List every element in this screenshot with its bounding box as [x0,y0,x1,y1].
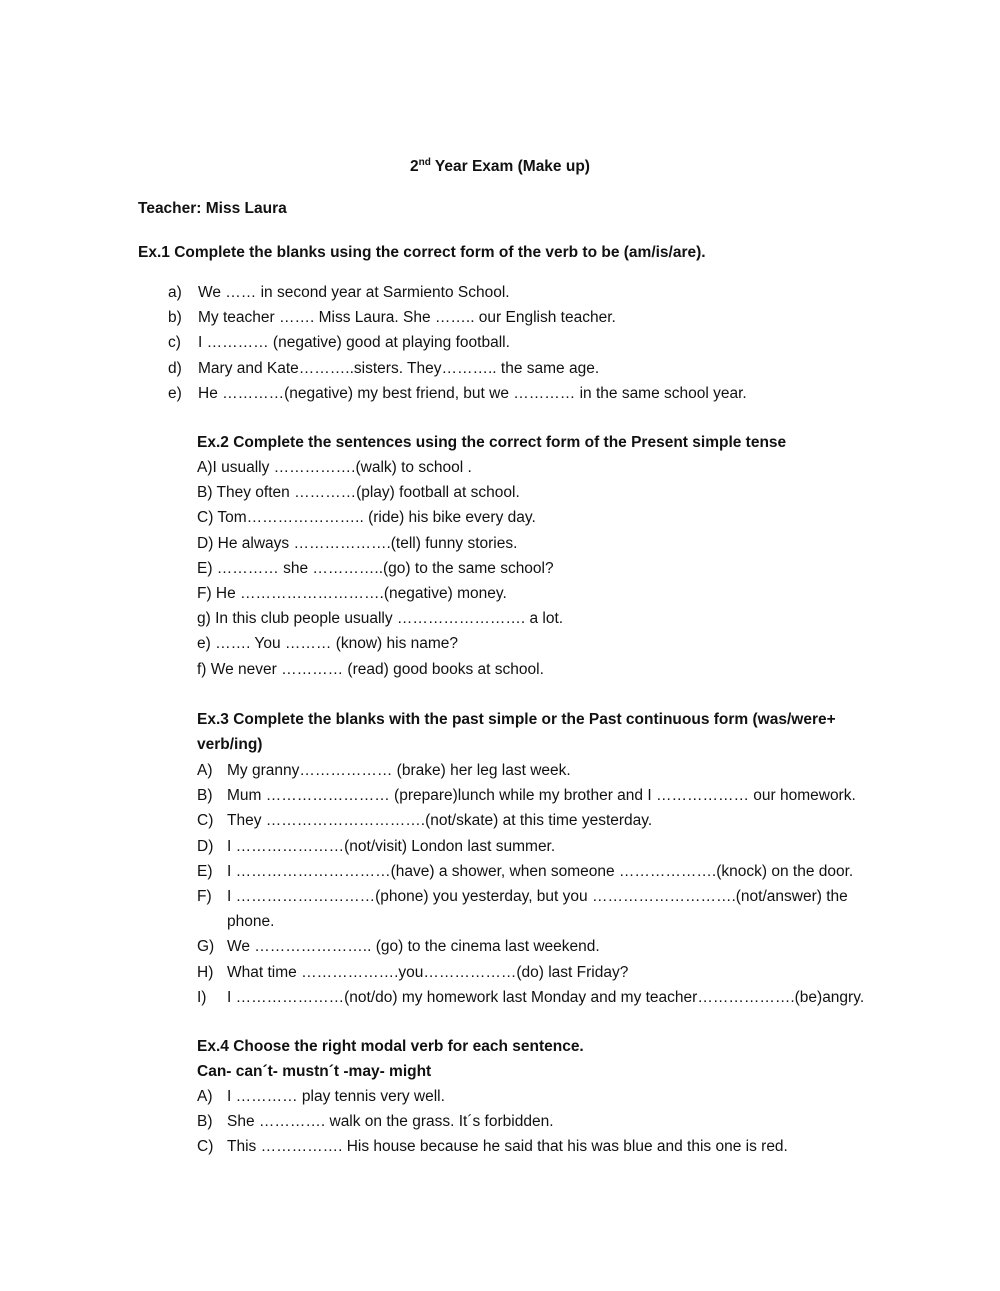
list-item: e) ……. You ……… (know) his name? [197,635,459,653]
ex4-title: Ex.4 Choose the right modal verb for each sentence. [197,1038,584,1055]
list-item: H) What time ……………….you………………(do) last Friday? [197,963,629,981]
ex4-heading [197,1034,877,1084]
teacher-line: Teacher: Miss Laura [138,200,287,217]
list-item: g) In this club people usually ……………………. a lot. [197,610,564,628]
list-item: F) I ………………………(phone) you yesterday, but you ……………………….(not/answer) the phone. [197,888,848,931]
list-item: C) They ………………………….(not/skate) at this time yesterday. [197,812,653,830]
list-item: A) My granny……………… (brake) her leg last week. [197,762,571,779]
list-item: D) I …………………(not/visit) London last summer. [197,837,556,855]
list-item: G) We ………………….. (go) to the cinema last weekend. [197,938,600,956]
ex1-list [168,280,888,406]
ex3-list [197,758,877,1010]
list-item: F) He ……………………….(negative) money. [197,585,507,603]
list-item: e) He …………(negative) my best friend, but we ………… in the same school year. [168,384,747,402]
list-item: E) I …………………………(have) a shower, when someone ……………….(knock) on the door. [197,862,854,880]
list-item: D) He always ……………….(tell) funny stories. [197,534,518,552]
ex2-heading: Ex.2 Complete the sentences using the correct form of the Present simple tense [197,434,787,451]
list-item: A) I ………… play tennis very well. [197,1088,445,1105]
ex4-list [197,1084,877,1160]
list-item: E) ………… she …………..(go) to the same school? [197,559,554,577]
list-item: B) Mum …………………… (prepare)lunch while my brother and I ……………… our homework. [197,787,856,805]
list-item: d) Mary and Kate………..sisters. They……….. the same age. [168,359,600,377]
list-item: I) I …………………(not/do) my homework last Monday and my teacher……………….(be)angry. [197,988,865,1006]
ex3-heading: Ex.3 Complete the blanks with the past simple or the Past continuous form (was/were+ verb/ing) [197,711,836,753]
list-item: c) I ………… (negative) good at playing football. [168,334,510,352]
list-item: a) We …… in second year at Sarmiento School. [168,284,510,301]
list-item: B) They often …………(play) football at school. [197,484,520,502]
list-item: A)I usually …………….(walk) to school . [197,459,472,476]
list-item: f) We never ………… (read) good books at school. [197,660,544,678]
exam-title: 2nd Year Exam (Make up) [410,156,590,175]
list-item: C) Tom………………….. (ride) his bike every day. [197,509,536,527]
list-item: C) This ……………. His house because he said that his was blue and this one is red. [197,1138,788,1156]
ex4-options: Can- can´t- mustn´t -may- might [197,1063,432,1080]
list-item: b) My teacher ……. Miss Laura. She …….. our English teacher. [168,309,616,327]
list-item: B) She …………. walk on the grass. It´s forbidden. [197,1113,554,1131]
ex1-heading: Ex.1 Complete the blanks using the correct form of the verb to be (am/is/are). [138,244,706,261]
ex2-list [197,455,877,682]
